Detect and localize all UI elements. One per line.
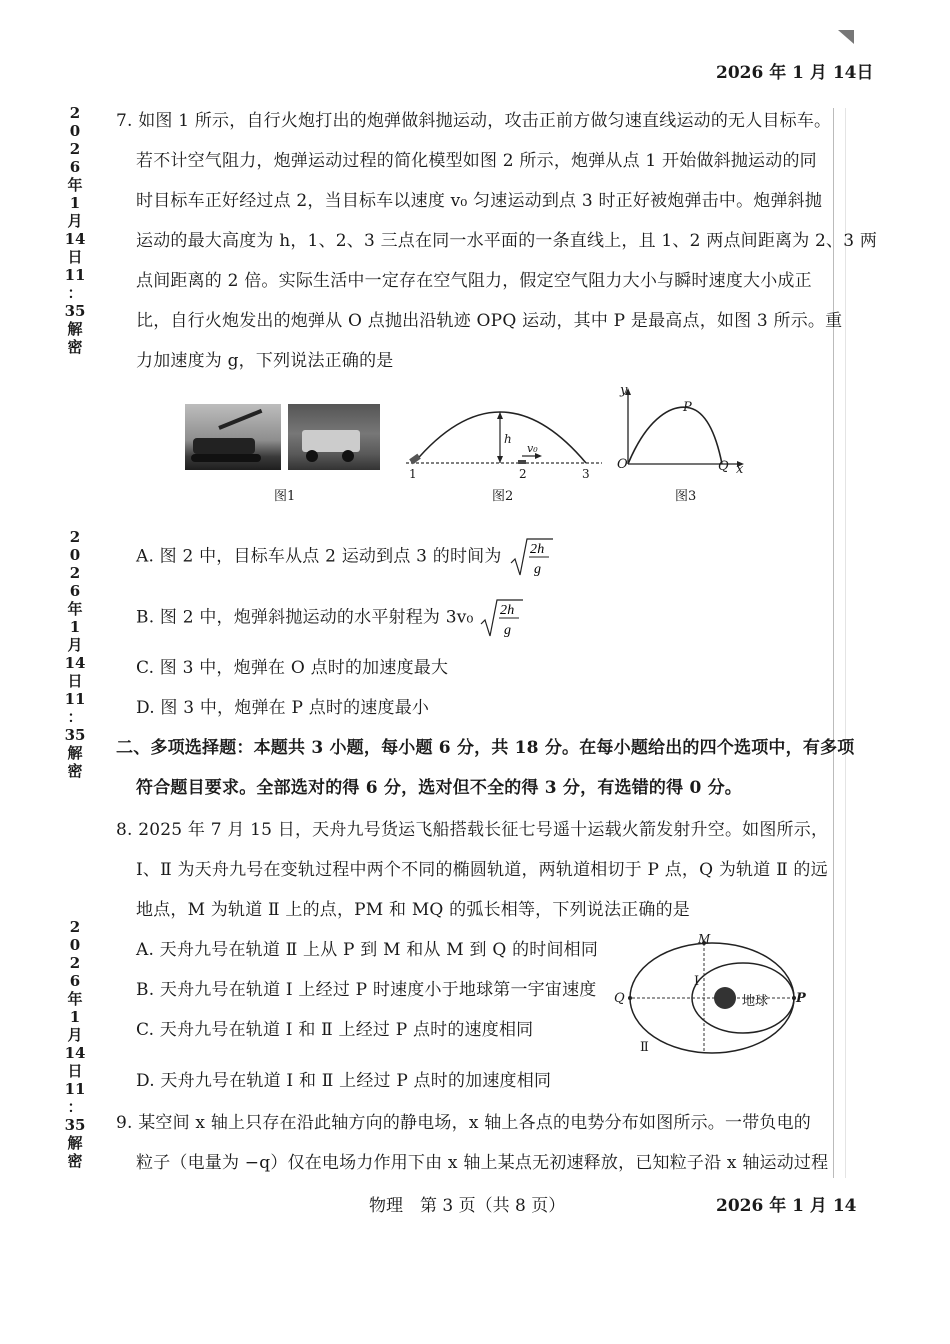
page-corner-mark: [838, 30, 854, 44]
side-stamp-1: [64, 104, 86, 356]
q8-option-b: B. 天舟九号在轨道 Ⅰ 上经过 P 时速度小于地球第一宇宙速度: [136, 980, 597, 1000]
footer-date: 2026 年 1 月 14: [716, 1196, 857, 1216]
q8-option-a: A. 天舟九号在轨道 Ⅱ 上从 P 到 M 和从 M 到 Q 的时间相同: [136, 940, 599, 960]
side-stamp-char: 年: [67, 990, 83, 1008]
q7-line-5: 点间距离的 2 倍。实际生活中一定存在空气阻力，假定空气阻力大小与瞬时速度大小成正: [136, 271, 812, 291]
orbit-label-2: Ⅱ: [640, 1040, 649, 1055]
side-stamp-char: 14: [64, 654, 86, 672]
side-stamp-char: 2: [69, 918, 81, 936]
figure3-point-p: P: [683, 400, 692, 415]
side-stamp-char: 11: [64, 1080, 86, 1098]
figure3-y-axis-label: y: [620, 383, 628, 398]
side-stamp-char: 月: [67, 636, 83, 654]
orbit-earth-label: 地球: [742, 994, 769, 1009]
orbit-label-1: Ⅰ: [694, 974, 700, 989]
q8-line-2: Ⅰ、Ⅱ 为天舟九号在变轨过程中两个不同的椭圆轨道，两轨道相切于 P 点，Q 为轨道 Ⅱ 的远: [136, 860, 828, 880]
right-margin-line: [833, 108, 834, 1178]
side-stamp-3: [64, 918, 86, 1170]
figure2-point-3: 3: [582, 467, 590, 481]
side-stamp-char: 0: [69, 122, 81, 140]
side-stamp-char: 14: [64, 1044, 86, 1062]
frac-denominator: g: [534, 562, 542, 577]
sqrt-radical-icon: [509, 535, 555, 579]
figure2-point-1: 1: [409, 467, 417, 481]
header-date: 2026 年 1 月 14日: [716, 63, 874, 83]
side-stamp-char: 6: [69, 158, 81, 176]
side-stamp-char: 1: [69, 1008, 81, 1026]
figure2-diagram: [398, 400, 608, 484]
footer-page-number: 物理 第 3 页（共 8 页）: [369, 1196, 566, 1216]
side-stamp-char: 月: [67, 1026, 83, 1044]
side-stamp-char: 解: [67, 744, 83, 762]
figure2-height-label: h: [504, 432, 512, 446]
orbit-point-q: Q: [614, 991, 625, 1006]
side-stamp-char: 日: [67, 672, 83, 690]
orbit-point-m: M: [698, 932, 711, 946]
figure2-point-2: 2: [519, 467, 527, 481]
q7-line-1: 7. 如图 1 所示，自行火炮打出的炮弹做斜抛运动，攻击正前方做匀速直线运动的无人目标车。: [116, 111, 832, 131]
side-stamp-char: 日: [67, 1062, 83, 1080]
side-stamp-char: 35: [64, 302, 86, 320]
q7-line-3: 时目标车正好经过点 2，当目标车以速度 v₀ 匀速运动到点 3 时正好被炮弹击中。炮弹斜抛: [136, 191, 823, 211]
q8-line-1: 8. 2025 年 7 月 15 日，天舟九号货运飞船搭载长征七号遥十运载火箭发射升空。如图所示，: [116, 820, 829, 840]
frac-numerator: 2h: [530, 542, 545, 557]
q8-option-d: D. 天舟九号在轨道 Ⅰ 和 Ⅱ 上经过 P 点时的加速度相同: [136, 1071, 552, 1091]
side-stamp-char: 35: [64, 1116, 86, 1134]
sqrt-2h-over-g: [509, 535, 555, 579]
q7-line-4: 运动的最大高度为 h，1、2、3 三点在同一水平面的一条直线上，且 1、2 两点间距离为 2、3 两: [136, 231, 878, 251]
figure1-target-vehicle-photo: [288, 404, 380, 470]
figure3-point-q: Q: [718, 459, 729, 474]
orbit-point-p: P: [796, 991, 806, 1006]
q9-line-2: 粒子（电量为 −q）仅在电场力作用下由 x 轴上某点无初速释放，已知粒子沿 x 轴运动过程: [136, 1153, 829, 1173]
side-stamp-char: ：: [67, 708, 83, 726]
side-stamp-char: 0: [69, 546, 81, 564]
q9-line-1: 9. 某空间 x 轴上只存在沿此轴方向的静电场，x 轴上各点的电势分布如图所示。一带负电的: [116, 1113, 812, 1133]
side-stamp-char: 14: [64, 230, 86, 248]
side-stamp-char: 2: [69, 104, 81, 122]
side-stamp-char: 2: [69, 954, 81, 972]
side-stamp-char: 密: [67, 762, 83, 780]
figure3-x-axis-label: x: [736, 462, 744, 477]
q7-option-b: [136, 596, 525, 640]
side-stamp-char: 2: [69, 528, 81, 546]
figure1-caption: 图1: [274, 489, 296, 504]
q7-option-d: D. 图 3 中，炮弹在 P 点时的速度最小: [136, 698, 430, 718]
side-stamp-char: 年: [67, 600, 83, 618]
side-stamp-char: 6: [69, 582, 81, 600]
frac-numerator: 2h: [500, 603, 515, 618]
right-margin-line-faint: [845, 108, 846, 1178]
side-stamp-char: 年: [67, 176, 83, 194]
q7-line-7: 力加速度为 g，下列说法正确的是: [136, 351, 394, 371]
q7-line-6: 比，自行火炮发出的炮弹从 O 点抛出沿轨迹 OPQ 运动，其中 P 是最高点，如图 3 所示。重: [136, 311, 843, 331]
figure3-caption: 图3: [675, 489, 697, 504]
side-stamp-char: 日: [67, 248, 83, 266]
side-stamp-char: 2: [69, 140, 81, 158]
q8-line-3: 地点，M 为轨道 Ⅱ 上的点，PM 和 MQ 的弧长相等，下列说法正确的是: [136, 900, 690, 920]
side-stamp-char: 35: [64, 726, 86, 744]
side-stamp-char: 密: [67, 338, 83, 356]
side-stamp-char: 解: [67, 320, 83, 338]
side-stamp-char: 2: [69, 564, 81, 582]
side-stamp-char: 密: [67, 1152, 83, 1170]
side-stamp-char: 解: [67, 1134, 83, 1152]
q8-option-c: C. 天舟九号在轨道 Ⅰ 和 Ⅱ 上经过 P 点时的速度相同: [136, 1020, 534, 1040]
side-stamp-char: 11: [64, 690, 86, 708]
side-stamp-char: 月: [67, 212, 83, 230]
q7-line-2: 若不计空气阻力，炮弹运动过程的简化模型如图 2 所示，炮弹从点 1 开始做斜抛运动的同: [136, 151, 817, 171]
side-stamp-char: ：: [67, 284, 83, 302]
side-stamp-2: [64, 528, 86, 780]
sqrt-2h-over-g-b: [479, 596, 525, 640]
figure1-artillery-photo: [185, 404, 281, 470]
figure3-origin-label: O: [617, 457, 628, 472]
frac-denominator: g: [504, 623, 512, 638]
side-stamp-char: 1: [69, 194, 81, 212]
section2-heading-line-1: 二、多项选择题：本题共 3 小题，每小题 6 分，共 18 分。在每小题给出的四个选项中，有多项: [116, 738, 855, 758]
side-stamp-char: 1: [69, 618, 81, 636]
q7-option-b-text: B. 图 2 中，炮弹斜抛运动的水平射程为 3v₀: [136, 607, 474, 628]
side-stamp-char: 11: [64, 266, 86, 284]
side-stamp-char: 6: [69, 972, 81, 990]
q7-option-c: C. 图 3 中，炮弹在 O 点时的加速度最大: [136, 658, 449, 678]
sqrt-radical-icon: [479, 596, 525, 640]
side-stamp-char: 0: [69, 936, 81, 954]
figure2-velocity-label: v₀: [527, 442, 538, 455]
section2-heading-line-2: 符合题目要求。全部选对的得 6 分，选对但不全的得 3 分，有选错的得 0 分。: [136, 778, 742, 798]
q7-option-a-text: A. 图 2 中，目标车从点 2 运动到点 3 的时间为: [136, 546, 502, 567]
figure2-caption: 图2: [492, 489, 514, 504]
side-stamp-char: ：: [67, 1098, 83, 1116]
q7-option-a: [136, 535, 555, 579]
